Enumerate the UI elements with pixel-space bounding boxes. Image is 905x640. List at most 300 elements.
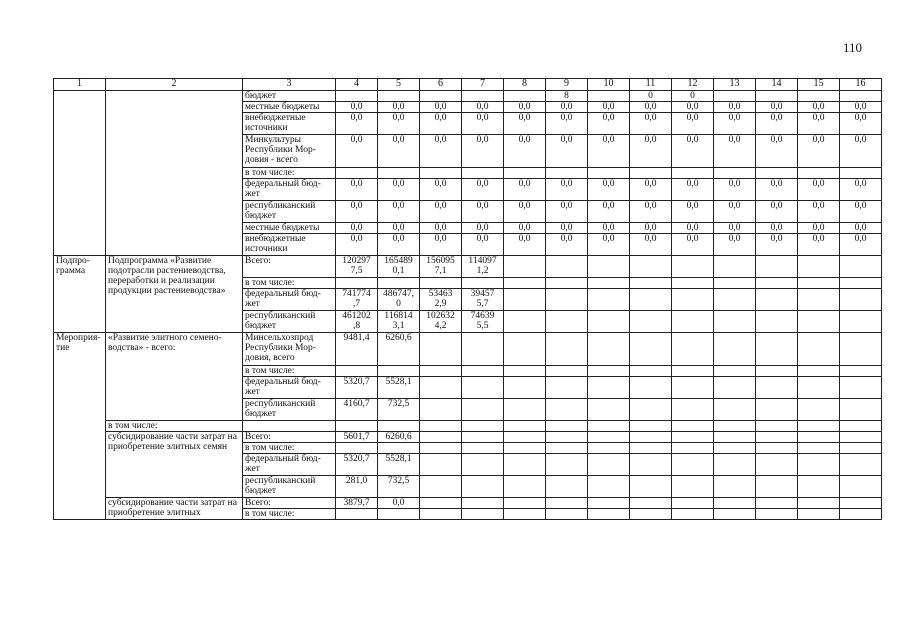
value-cell (714, 377, 756, 399)
value-cell (672, 443, 714, 454)
value-cell (840, 509, 882, 520)
table-row (54, 333, 882, 366)
value-cell (630, 289, 672, 311)
source-cell: федеральный бюд-жет (243, 454, 336, 476)
value-cell: 9481,4 (336, 333, 378, 366)
value-cell (756, 366, 798, 377)
value-cell (504, 278, 546, 289)
value-cell: 0,0 (546, 179, 588, 201)
value-cell: 5528,1 (378, 377, 420, 399)
value-cell (378, 509, 420, 520)
value-cell (504, 509, 546, 520)
value-cell: 0,0 (798, 113, 840, 135)
value-cell (672, 278, 714, 289)
value-cell: 0,0 (588, 135, 630, 168)
value-cell: 156095 7,1 (420, 256, 462, 278)
value-cell: 0,0 (756, 135, 798, 168)
header-cell: 2 (106, 79, 243, 91)
value-cell: 0,0 (756, 102, 798, 113)
value-cell (588, 333, 630, 366)
value-cell (420, 454, 462, 476)
value-cell: 0,0 (588, 234, 630, 256)
value-cell (798, 256, 840, 278)
value-cell (462, 278, 504, 289)
value-cell: 0,0 (336, 102, 378, 113)
value-cell: 0,0 (420, 179, 462, 201)
source-cell: Всего: (243, 498, 336, 509)
value-cell (630, 443, 672, 454)
value-cell: 0,0 (462, 201, 504, 223)
source-cell: местные бюджеты (243, 102, 336, 113)
header-cell: 9 (546, 79, 588, 91)
value-cell: 0,0 (462, 135, 504, 168)
value-cell: 0,0 (630, 135, 672, 168)
value-cell (840, 333, 882, 366)
value-cell: 0,0 (546, 201, 588, 223)
value-cell (840, 421, 882, 432)
value-cell (378, 278, 420, 289)
value-cell: 0,0 (672, 234, 714, 256)
value-cell: 0,0 (462, 179, 504, 201)
value-cell: 0,0 (588, 223, 630, 234)
value-cell: 102632 4,2 (420, 311, 462, 333)
value-cell (840, 432, 882, 443)
value-cell (672, 377, 714, 399)
value-cell (840, 311, 882, 333)
value-cell: 0,0 (714, 179, 756, 201)
value-cell: 0,0 (420, 102, 462, 113)
value-cell (630, 399, 672, 421)
value-cell: 0,0 (378, 179, 420, 201)
value-cell: 5528,1 (378, 454, 420, 476)
value-cell: 0,0 (630, 102, 672, 113)
value-cell (462, 377, 504, 399)
row-group-name-cell: субсидирование части затрат на приобретение элитных семян (106, 432, 243, 498)
value-cell (630, 278, 672, 289)
value-cell (546, 256, 588, 278)
row-group-name-cell (106, 91, 243, 256)
value-cell (714, 311, 756, 333)
value-cell (462, 399, 504, 421)
header-cell: 13 (714, 79, 756, 91)
header-cell: 7 (462, 79, 504, 91)
value-cell (798, 498, 840, 509)
value-cell: 0,0 (378, 113, 420, 135)
value-cell (798, 421, 840, 432)
value-cell (336, 443, 378, 454)
value-cell (462, 498, 504, 509)
value-cell: 0,0 (756, 234, 798, 256)
value-cell: 0,0 (756, 113, 798, 135)
value-cell: 0,0 (420, 223, 462, 234)
value-cell (420, 509, 462, 520)
value-cell (336, 509, 378, 520)
source-cell: в том числе: (243, 443, 336, 454)
value-cell (420, 366, 462, 377)
value-cell: 741774 ,7 (336, 289, 378, 311)
value-cell: 0,0 (420, 234, 462, 256)
value-cell (630, 377, 672, 399)
value-cell (462, 476, 504, 498)
value-cell (420, 168, 462, 179)
source-cell: в том числе: (243, 509, 336, 520)
value-cell (504, 91, 546, 102)
header-cell: 8 (504, 79, 546, 91)
value-cell: 732,5 (378, 476, 420, 498)
value-cell (630, 366, 672, 377)
value-cell: 0,0 (840, 234, 882, 256)
value-cell: 0,0 (588, 201, 630, 223)
value-cell: 0,0 (462, 102, 504, 113)
value-cell: 0,0 (336, 113, 378, 135)
value-cell: 0,0 (672, 102, 714, 113)
value-cell (588, 509, 630, 520)
value-cell (756, 443, 798, 454)
value-cell: 0,0 (756, 223, 798, 234)
value-cell (504, 366, 546, 377)
value-cell (798, 432, 840, 443)
row-group-name-cell: в том числе: (106, 421, 243, 432)
value-cell (462, 366, 504, 377)
value-cell: 6260,6 (378, 333, 420, 366)
row-group-type-cell: Подпро-грамма (54, 256, 106, 333)
value-cell: 0,0 (588, 113, 630, 135)
source-cell: федеральный бюд-жет (243, 289, 336, 311)
value-cell (420, 399, 462, 421)
value-cell (588, 366, 630, 377)
source-cell: в том числе: (243, 278, 336, 289)
value-cell (714, 289, 756, 311)
value-cell: 0,0 (714, 201, 756, 223)
source-cell: в том числе: (243, 168, 336, 179)
value-cell (378, 366, 420, 377)
source-cell: федеральный бюд-жет (243, 377, 336, 399)
value-cell (588, 421, 630, 432)
source-cell: Всего: (243, 256, 336, 278)
value-cell (714, 168, 756, 179)
value-cell (672, 399, 714, 421)
value-cell: 0,0 (336, 179, 378, 201)
value-cell (546, 509, 588, 520)
value-cell (714, 421, 756, 432)
value-cell: 0,0 (798, 201, 840, 223)
value-cell: 281,0 (336, 476, 378, 498)
value-cell (840, 278, 882, 289)
value-cell: 0,0 (672, 113, 714, 135)
value-cell (714, 256, 756, 278)
value-cell (336, 278, 378, 289)
value-cell (672, 432, 714, 443)
header-cell: 10 (588, 79, 630, 91)
header-cell: 14 (756, 79, 798, 91)
value-cell: 0,0 (588, 102, 630, 113)
value-cell (546, 278, 588, 289)
value-cell (588, 443, 630, 454)
value-cell: 0,0 (798, 234, 840, 256)
value-cell (672, 311, 714, 333)
value-cell (798, 443, 840, 454)
value-cell: 0,0 (840, 102, 882, 113)
value-cell: 732,5 (378, 399, 420, 421)
value-cell: 0,0 (630, 201, 672, 223)
row-group-type-cell: Мероприя-тие (54, 333, 106, 520)
value-cell (546, 421, 588, 432)
value-cell (546, 399, 588, 421)
value-cell (756, 421, 798, 432)
budget-table-container (53, 78, 867, 520)
value-cell: 0,0 (546, 113, 588, 135)
value-cell (546, 432, 588, 443)
header-row (54, 79, 882, 91)
value-cell (462, 443, 504, 454)
budget-table (53, 78, 882, 520)
value-cell: 5320,7 (336, 454, 378, 476)
value-cell (420, 278, 462, 289)
value-cell (798, 366, 840, 377)
value-cell (588, 289, 630, 311)
value-cell (504, 476, 546, 498)
value-cell: 3879,7 (336, 498, 378, 509)
source-cell: внебюджетные источники (243, 234, 336, 256)
value-cell (588, 454, 630, 476)
value-cell: 461202 ,8 (336, 311, 378, 333)
value-cell (504, 432, 546, 443)
value-cell (840, 366, 882, 377)
source-cell: республиканский бюджет (243, 311, 336, 333)
value-cell: 5601,7 (336, 432, 378, 443)
value-cell (756, 498, 798, 509)
value-cell (798, 333, 840, 366)
value-cell: 165489 0,1 (378, 256, 420, 278)
value-cell: 5320,7 (336, 377, 378, 399)
value-cell (714, 509, 756, 520)
value-cell (840, 256, 882, 278)
value-cell (714, 476, 756, 498)
row-group-name-cell: Подпрограмма «Развитие подотрасли растениеводства, переработки и реализации продукции растениеводства» (106, 256, 243, 333)
value-cell: 0,0 (756, 179, 798, 201)
value-cell: 0,0 (546, 102, 588, 113)
value-cell (420, 498, 462, 509)
value-cell (714, 498, 756, 509)
value-cell (714, 91, 756, 102)
value-cell: 0,0 (504, 234, 546, 256)
value-cell (630, 432, 672, 443)
header-cell: 6 (420, 79, 462, 91)
value-cell (672, 256, 714, 278)
value-cell (840, 289, 882, 311)
value-cell (504, 256, 546, 278)
value-cell (378, 168, 420, 179)
value-cell (714, 366, 756, 377)
value-cell (714, 454, 756, 476)
value-cell (462, 91, 504, 102)
value-cell: 0,0 (336, 201, 378, 223)
source-cell: местные бюджеты (243, 223, 336, 234)
value-cell (840, 168, 882, 179)
value-cell (546, 333, 588, 366)
value-cell: 0,0 (462, 113, 504, 135)
row-group-name-cell: «Развитие элитного семено-водства» - всего: (106, 333, 243, 421)
value-cell (840, 91, 882, 102)
header-cell: 3 (243, 79, 336, 91)
value-cell: 0,0 (840, 135, 882, 168)
value-cell (336, 421, 378, 432)
value-cell: 0,0 (336, 234, 378, 256)
value-cell (672, 168, 714, 179)
value-cell: 0,0 (336, 223, 378, 234)
value-cell (798, 454, 840, 476)
value-cell (840, 399, 882, 421)
value-cell (798, 377, 840, 399)
value-cell (462, 168, 504, 179)
value-cell: 0,0 (504, 179, 546, 201)
value-cell (504, 289, 546, 311)
value-cell (714, 443, 756, 454)
value-cell (714, 432, 756, 443)
value-cell (756, 311, 798, 333)
page-number: 110 (843, 40, 863, 55)
value-cell (546, 366, 588, 377)
value-cell (546, 443, 588, 454)
value-cell (420, 432, 462, 443)
source-cell (243, 421, 336, 432)
value-cell (462, 333, 504, 366)
value-cell (588, 432, 630, 443)
header-cell: 15 (798, 79, 840, 91)
value-cell (756, 377, 798, 399)
value-cell (630, 311, 672, 333)
value-cell (840, 443, 882, 454)
value-cell (378, 421, 420, 432)
value-cell (798, 399, 840, 421)
value-cell: 120297 7,5 (336, 256, 378, 278)
source-cell: бюджет (243, 91, 336, 102)
value-cell (504, 377, 546, 399)
value-cell (714, 399, 756, 421)
value-cell: 74639 5,5 (462, 311, 504, 333)
value-cell (798, 278, 840, 289)
value-cell (630, 454, 672, 476)
value-cell (420, 377, 462, 399)
value-cell (504, 311, 546, 333)
value-cell (756, 509, 798, 520)
table-row (54, 498, 882, 509)
value-cell: 0,0 (672, 223, 714, 234)
value-cell: 0,0 (504, 223, 546, 234)
value-cell (546, 377, 588, 399)
value-cell: 0,0 (714, 113, 756, 135)
value-cell (336, 91, 378, 102)
value-cell: 0,0 (378, 102, 420, 113)
value-cell: 39457 5,7 (462, 289, 504, 311)
value-cell: 0,0 (504, 102, 546, 113)
value-cell (756, 278, 798, 289)
value-cell (672, 454, 714, 476)
value-cell (798, 168, 840, 179)
value-cell: 0,0 (378, 201, 420, 223)
value-cell: 0,0 (798, 135, 840, 168)
value-cell: 0 (630, 91, 672, 102)
value-cell (336, 366, 378, 377)
value-cell (672, 476, 714, 498)
value-cell (588, 311, 630, 333)
value-cell: 0,0 (714, 135, 756, 168)
value-cell (630, 168, 672, 179)
value-cell: 0,0 (714, 102, 756, 113)
value-cell (588, 399, 630, 421)
value-cell: 0,0 (504, 201, 546, 223)
value-cell (798, 509, 840, 520)
value-cell (714, 278, 756, 289)
value-cell (504, 333, 546, 366)
header-cell: 5 (378, 79, 420, 91)
value-cell: 0,0 (462, 234, 504, 256)
source-cell: федеральный бюд-жет (243, 179, 336, 201)
value-cell: 0,0 (504, 135, 546, 168)
value-cell (588, 476, 630, 498)
source-cell: республиканский бюджет (243, 476, 336, 498)
header-cell: 11 (630, 79, 672, 91)
value-cell (798, 91, 840, 102)
value-cell: 0,0 (378, 234, 420, 256)
value-cell (630, 333, 672, 366)
value-cell (672, 498, 714, 509)
value-cell: 486747, 0 (378, 289, 420, 311)
value-cell (420, 333, 462, 366)
value-cell (420, 443, 462, 454)
value-cell (504, 168, 546, 179)
value-cell: 0,0 (798, 179, 840, 201)
value-cell: 0,0 (630, 234, 672, 256)
value-cell (756, 289, 798, 311)
value-cell: 0,0 (420, 113, 462, 135)
value-cell: 0,0 (378, 135, 420, 168)
value-cell (630, 476, 672, 498)
value-cell (630, 421, 672, 432)
value-cell (546, 311, 588, 333)
source-cell: Минсельхозпрод Республики Мор-довия, всего (243, 333, 336, 366)
value-cell (420, 421, 462, 432)
value-cell (546, 454, 588, 476)
value-cell: 0,0 (336, 135, 378, 168)
value-cell (672, 366, 714, 377)
value-cell (756, 168, 798, 179)
source-cell: республиканский бюджет (243, 201, 336, 223)
source-cell: республиканский бюджет (243, 399, 336, 421)
value-cell: 0,0 (798, 102, 840, 113)
value-cell (588, 498, 630, 509)
value-cell (630, 256, 672, 278)
value-cell: 53463 2,9 (420, 289, 462, 311)
value-cell (798, 289, 840, 311)
value-cell: 0,0 (714, 234, 756, 256)
header-cell: 4 (336, 79, 378, 91)
value-cell: 0,0 (504, 113, 546, 135)
source-cell: внебюджетные источники (243, 113, 336, 135)
table-row (54, 432, 882, 443)
value-cell: 0,0 (714, 223, 756, 234)
source-cell: в том числе: (243, 366, 336, 377)
value-cell (462, 454, 504, 476)
value-cell (672, 289, 714, 311)
value-cell (504, 498, 546, 509)
value-cell (630, 509, 672, 520)
value-cell: 0,0 (672, 135, 714, 168)
value-cell: 8 (546, 91, 588, 102)
value-cell: 0,0 (546, 135, 588, 168)
value-cell (588, 168, 630, 179)
value-cell (756, 476, 798, 498)
